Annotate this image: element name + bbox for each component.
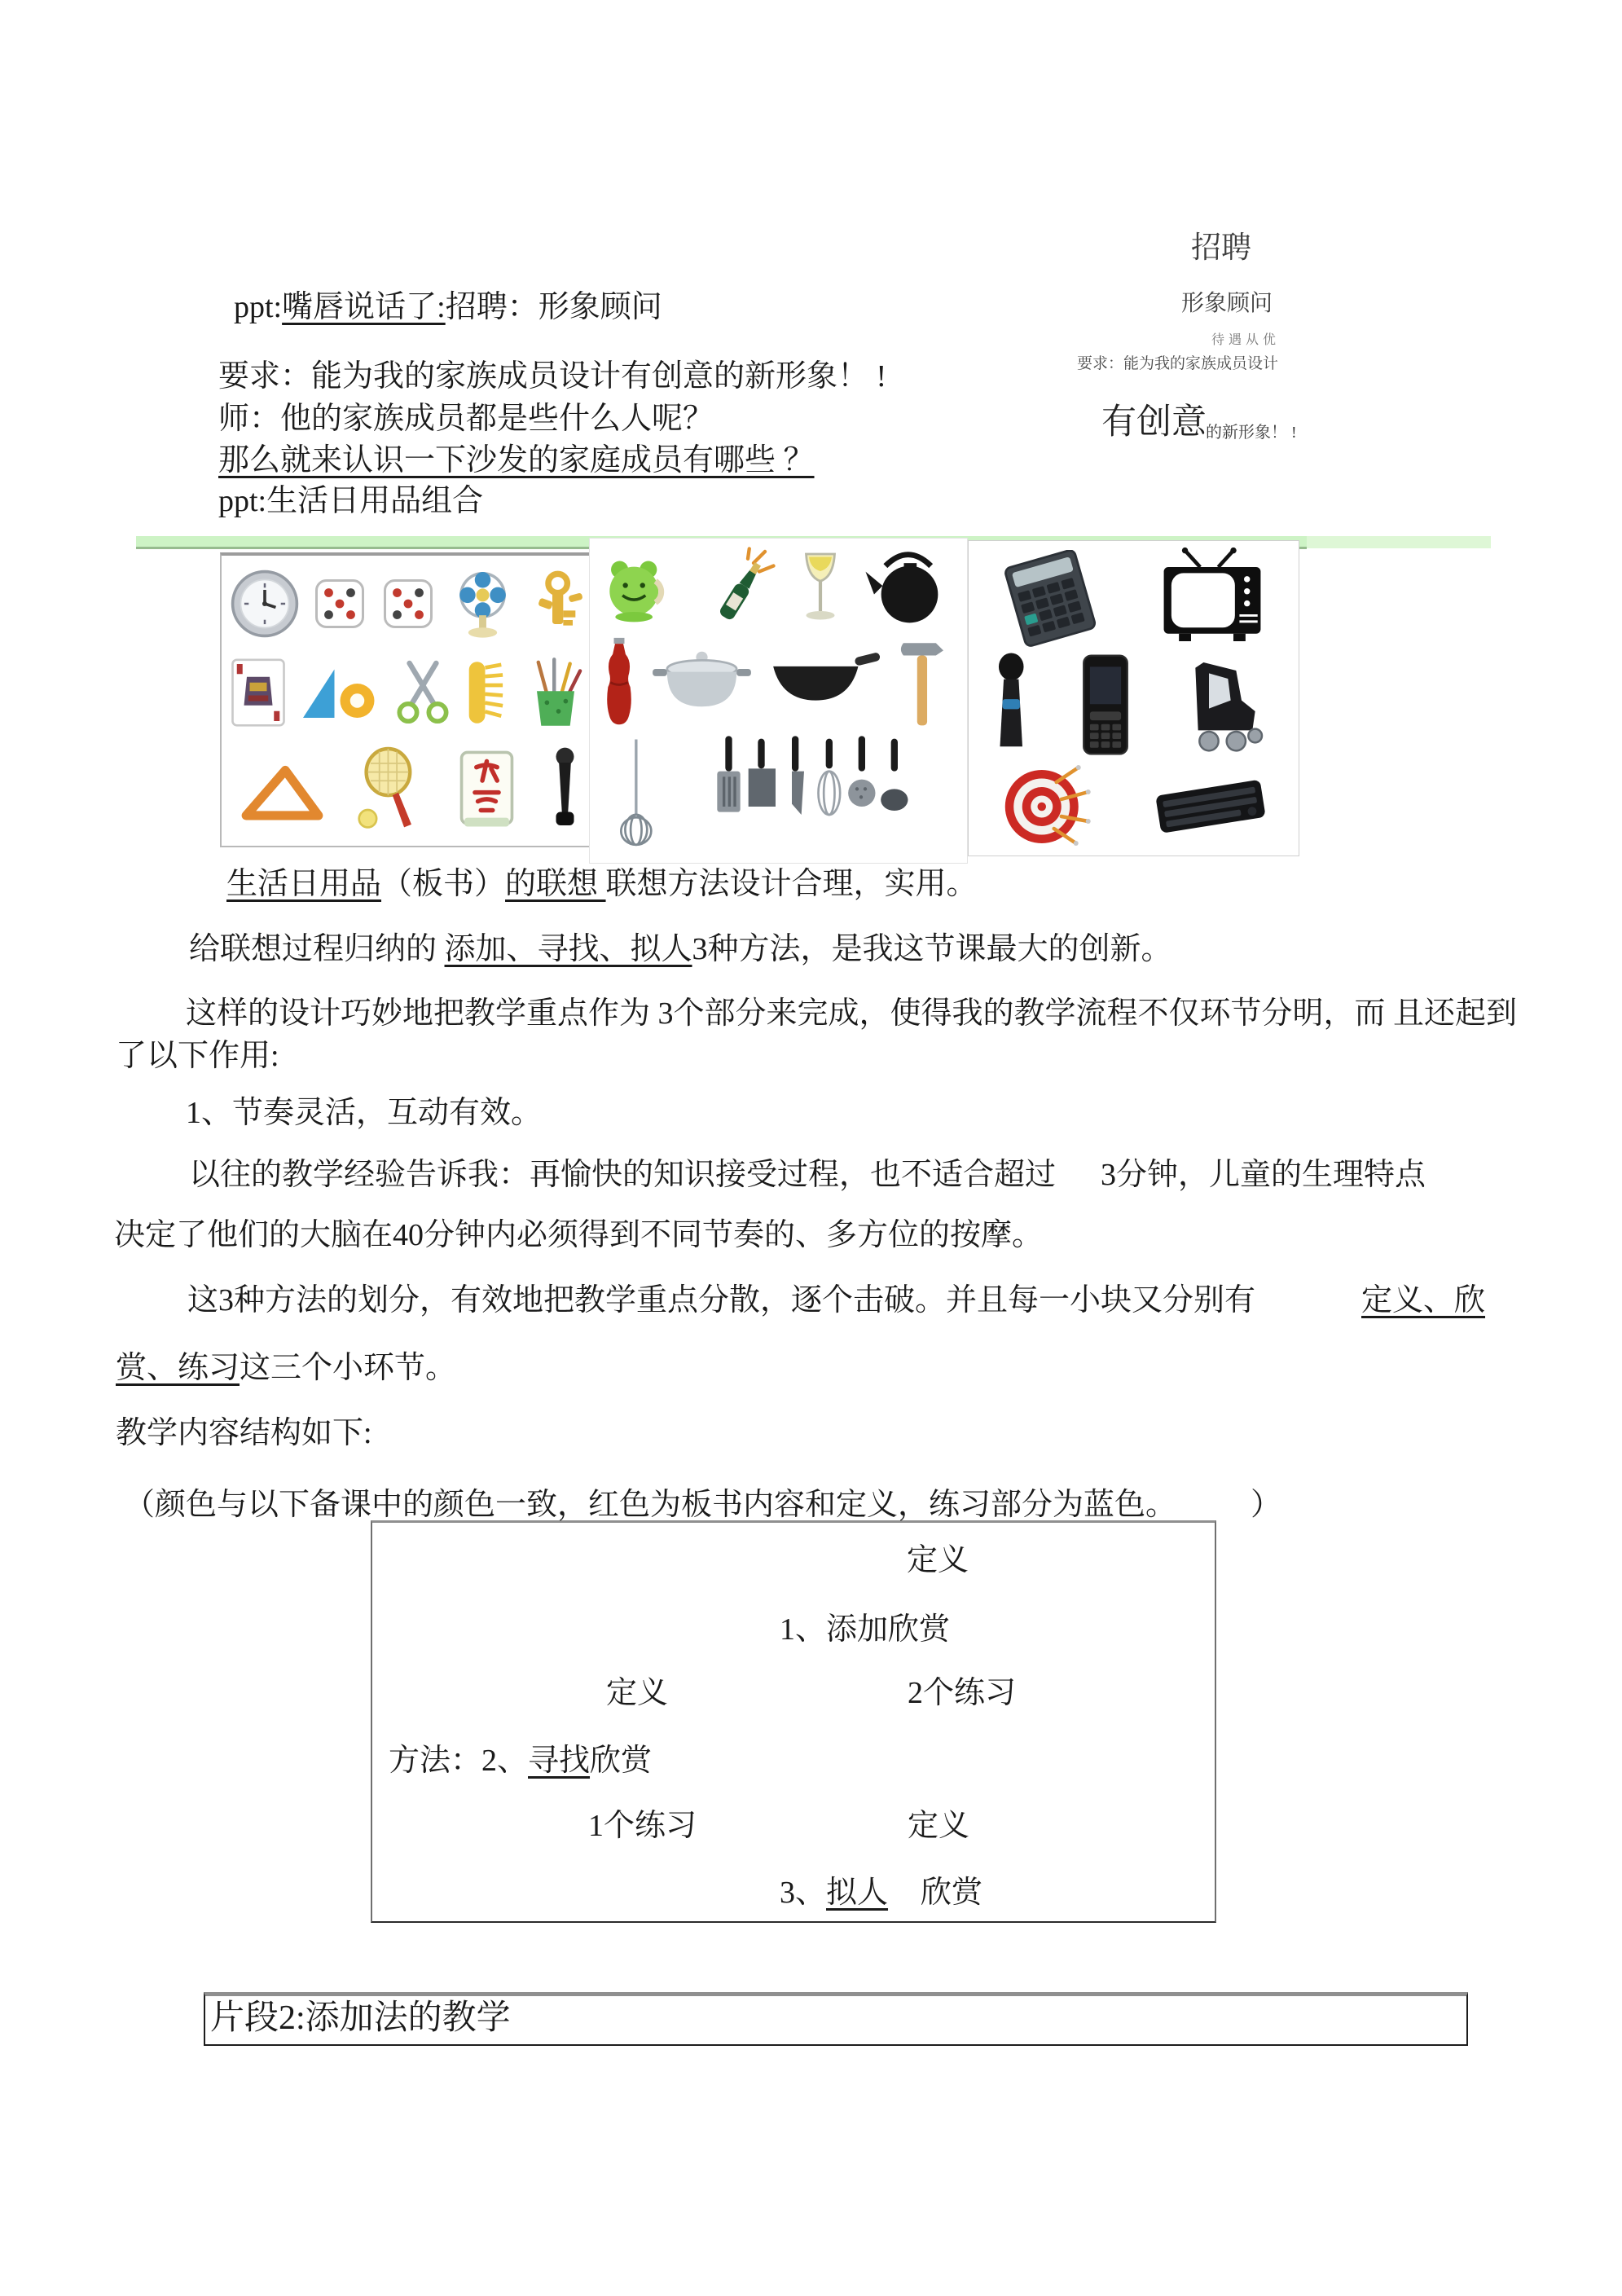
triangle-ruler-icon (235, 755, 329, 825)
line-teaching-experience (189, 1157, 1426, 1194)
dice-icon (379, 574, 437, 633)
panel-row (972, 758, 1295, 856)
line-ppt-lips-recruit (234, 289, 662, 327)
text-segment: ppt: (234, 290, 283, 324)
green-divider-bar-tail (1307, 536, 1491, 548)
text-segment: 3种方法，是我这节课最大的创新。 (692, 932, 1172, 966)
line-ppt-daily-items: ppt:生活日用品组合 (218, 484, 484, 518)
box-personify-appreciate (780, 1875, 982, 1912)
mobile-phone-icon (1069, 652, 1142, 758)
utensil-set-icon (702, 733, 938, 856)
text-segment: 3、 (780, 1876, 827, 1910)
panel-row (593, 636, 964, 729)
comb-icon (463, 656, 508, 729)
frog-mug-icon (600, 552, 682, 624)
champagne-icon (696, 546, 777, 631)
poster-image-consultant: 形象顾问 (1181, 291, 1273, 316)
teapot-icon (863, 546, 956, 631)
panel-row (225, 745, 598, 834)
text-segment: （颜色与以下备课中的颜色一致，红色为板书内容和定义，练习部分为蓝色。 (124, 1488, 1162, 1522)
table-fan-icon (448, 567, 517, 640)
image-panel-kitchen-items (589, 538, 968, 864)
cola-bottle-icon (596, 636, 643, 729)
text-segment: 以往的教学经验告诉我：再愉快的知识接受过程，也不适合超过 (189, 1158, 1057, 1192)
text-segment: 3分钟，儿童的生理特点 (1101, 1158, 1426, 1192)
box-two-exercises: 2个练习 (908, 1676, 1017, 1710)
keyboard-icon (1146, 772, 1277, 842)
text-segment: 拟人 (826, 1876, 889, 1910)
wok-icon (762, 649, 884, 715)
pot-icon (647, 645, 757, 719)
text-segment: 添加、寻找、拟人 (444, 932, 692, 966)
text-segment: 这三个小环节。 (240, 1351, 457, 1385)
poster-recruit-title: 招聘 (1191, 231, 1251, 265)
wall-clock-icon (230, 569, 300, 639)
text-segment: 欣赏 (921, 1876, 983, 1910)
tv-icon (1151, 546, 1273, 652)
panel-row (225, 567, 598, 640)
text-segment: ） (1251, 1488, 1282, 1522)
mahjong-tile-icon (452, 748, 521, 831)
poster-requirement-small: 要求：能为我的家族成员设计 (1077, 355, 1279, 372)
text-segment: 生活日用品 (226, 867, 382, 901)
line-sofa-family: 那么就来认识一下沙发的家庭成员有哪些 ？ (218, 443, 815, 477)
box-definition-1: 定义 (907, 1543, 969, 1577)
text-segment: （板书） (381, 867, 506, 901)
line-three-methods-innovation (189, 931, 1172, 969)
line-three-methods-division (187, 1282, 1485, 1320)
text-segment: 定义、欣 (1361, 1283, 1486, 1317)
pen-holder-icon (518, 653, 593, 732)
panel-row (225, 653, 598, 732)
roller-skate-icon (1176, 654, 1278, 756)
text-segment: 方法：2、 (389, 1744, 529, 1778)
text-segment: 的联想 (505, 867, 606, 901)
box-method-seek-appreciate (389, 1743, 652, 1780)
microphone-icon (989, 652, 1035, 758)
text-segment: 赏、练习 (116, 1351, 240, 1385)
text-segment: 寻找 (528, 1744, 591, 1778)
hammer-icon (888, 636, 961, 729)
whisk-brush-icon (618, 736, 653, 854)
line-brain-40min: 决定了他们的大脑在40分钟内必须得到不同节奏的、多方位的按摩。 (114, 1218, 1044, 1252)
line-color-note (124, 1487, 1281, 1524)
text-segment: 嘴唇说话了: (282, 290, 446, 324)
line-item1-rhythm: 1、节奏灵活，互动有效。 (186, 1096, 543, 1130)
box-one-exercise: 1个练习 (588, 1809, 697, 1843)
line-teacher-question: 师：他的家族成员都是些什么人呢？ (218, 402, 714, 436)
line-design-three-parts: 这样的设计巧妙地把教学重点作为 3个部分来完成，使得我的教学流程不仅环节分明，而 且还起到 (186, 996, 1518, 1031)
calculator-icon (994, 550, 1108, 648)
panel-row (972, 546, 1295, 652)
text-segment: 招聘：形象顾问 (445, 290, 662, 324)
playing-card-icon (230, 655, 287, 730)
image-panel-electronics (968, 540, 1299, 856)
segment2-title: 片段2:添加法的教学 (210, 1999, 511, 2037)
line-following-effects: 了以下作用: (116, 1039, 279, 1073)
black-tool-icon (543, 745, 587, 834)
panel-row (593, 546, 964, 631)
image-panel-household-items-1 (220, 552, 603, 847)
dartboard-icon (991, 758, 1109, 856)
structure-box (371, 1520, 1216, 1923)
box-add-appreciate: 1、添加欣赏 (780, 1612, 951, 1647)
box-definition-3: 定义 (908, 1809, 970, 1843)
text-segment: 给联想过程归纳的 (189, 932, 445, 966)
line-daily-items-association (226, 866, 978, 904)
keys-icon (528, 570, 593, 638)
scissors-icon (393, 656, 452, 729)
set-square-tape-icon (297, 658, 383, 727)
dice-icon (310, 574, 369, 633)
text-segment: 联想方法设计合理，实用。 (605, 867, 978, 901)
wine-glass-icon (792, 548, 849, 629)
poster-creative-large: 有创意 (1101, 403, 1207, 442)
line-structure-intro: 教学内容结构如下: (116, 1416, 372, 1450)
line-requirement: 要求：能为我的家族成员设计有创意的新形象！ ! (218, 359, 887, 394)
panel-row (593, 733, 964, 856)
text-segment: 欣赏 (590, 1744, 653, 1778)
text-segment: 这3种方法的划分，有效地把教学重点分散，逐个击破。并且每一小块又分别有 (187, 1283, 1256, 1317)
box-definition-2: 定义 (606, 1676, 669, 1710)
racket-icon (350, 745, 432, 834)
line-three-steps-cont (116, 1350, 456, 1388)
poster-treatment-note: 待遇从优 (1211, 333, 1281, 347)
panel-row (972, 652, 1295, 758)
poster-new-image-small: 的新形象！ ! (1206, 424, 1297, 442)
